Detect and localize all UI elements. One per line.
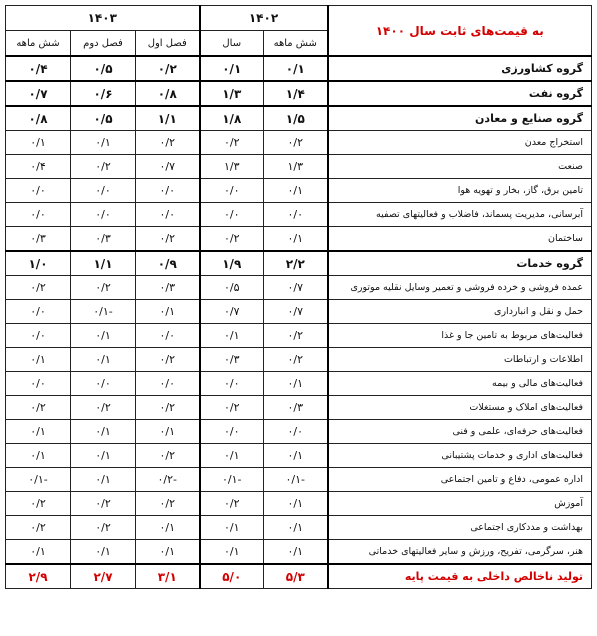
value-cell: ۰/۲ xyxy=(136,396,200,420)
col-1402-six-month: شش ماهه xyxy=(264,31,328,57)
value-cell: ۰/۲ xyxy=(200,396,264,420)
value-cell: ۰/۰ xyxy=(136,324,200,348)
table-row xyxy=(6,492,592,516)
table-row xyxy=(6,203,592,227)
value-cell: ۱/۵ xyxy=(264,106,328,131)
total-row xyxy=(6,564,592,589)
value-cell: ۲/۹ xyxy=(6,564,71,589)
value-cell: ۰/۱ xyxy=(264,540,328,565)
value-cell: ۰/۲ xyxy=(71,516,136,540)
row-label: تولید ناخالص داخلی به قیمت پایه xyxy=(328,564,592,589)
value-cell: ۲/۷ xyxy=(71,564,136,589)
value-cell: ۰/۱ xyxy=(200,56,264,81)
value-cell: ۰/۲ xyxy=(200,492,264,516)
value-cell: ۰/۱ xyxy=(200,444,264,468)
value-cell: ۰/۰ xyxy=(6,300,71,324)
value-cell: ۰/۰ xyxy=(264,203,328,227)
value-cell: ۰/۱ xyxy=(71,540,136,565)
value-cell: ۰/۱ xyxy=(71,468,136,492)
value-cell: ۰/۰ xyxy=(200,179,264,203)
table-row xyxy=(6,468,592,492)
value-cell: ۰/۱ xyxy=(71,348,136,372)
value-cell: ۰/۱ xyxy=(71,444,136,468)
table-row xyxy=(6,251,592,276)
row-label: فعالیت‌های اداری و خدمات پشتیبانی xyxy=(328,444,592,468)
header-row-years xyxy=(6,6,592,31)
value-cell: ۰/۱ xyxy=(136,540,200,565)
col-1403-six-month: شش ماهه xyxy=(6,31,71,57)
value-cell: ۰/۰ xyxy=(71,372,136,396)
value-cell: ۰/۱ xyxy=(136,516,200,540)
table-row xyxy=(6,540,592,565)
table-row xyxy=(6,276,592,300)
value-cell: ۱/۳ xyxy=(200,155,264,179)
row-label: عمده فروشی و خرده فروشی و تعمیر وسایل نقلیه موتوری xyxy=(328,276,592,300)
value-cell: ۱/۰ xyxy=(6,251,71,276)
table-row xyxy=(6,516,592,540)
value-cell: ۰/۲ xyxy=(6,516,71,540)
value-cell: ۰/۱ xyxy=(6,444,71,468)
value-cell: ۰/۷ xyxy=(6,81,71,106)
row-label: گروه خدمات xyxy=(328,251,592,276)
value-cell: ۰/۰ xyxy=(136,203,200,227)
value-cell: ۰/۰ xyxy=(71,179,136,203)
value-cell: ۰/۲ xyxy=(264,348,328,372)
value-cell: ۰/۱ xyxy=(71,324,136,348)
col-1403-q1: فصل اول xyxy=(136,31,200,57)
value-cell: ۰/۳ xyxy=(200,348,264,372)
table-row xyxy=(6,131,592,155)
row-label: آموزش xyxy=(328,492,592,516)
table-row xyxy=(6,348,592,372)
value-cell: ۰/۰ xyxy=(264,420,328,444)
col-1402-year: سال xyxy=(200,31,264,57)
value-cell: ۰/۸ xyxy=(6,106,71,131)
row-label: استخراج معدن xyxy=(328,131,592,155)
row-label: ساختمان xyxy=(328,227,592,252)
value-cell: ۳/۱ xyxy=(136,564,200,589)
value-cell: ۰/۴ xyxy=(6,155,71,179)
value-cell: ۱/۱ xyxy=(71,251,136,276)
row-label: فعالیت‌های مربوط به تامین جا و غذا xyxy=(328,324,592,348)
value-cell: ۱/۳ xyxy=(264,155,328,179)
year-1403-header: ۱۴۰۳ xyxy=(6,6,200,31)
value-cell: ۰/۶ xyxy=(71,81,136,106)
row-label: صنعت xyxy=(328,155,592,179)
value-cell: ۰/۳ xyxy=(6,227,71,252)
row-label: بهداشت و مددکاری اجتماعی xyxy=(328,516,592,540)
value-cell: ۰/۰ xyxy=(71,203,136,227)
row-label: گروه کشاورزی xyxy=(328,56,592,81)
value-cell: ۰/۷ xyxy=(264,276,328,300)
value-cell: ۰/۰ xyxy=(136,179,200,203)
value-cell: ۰/۵ xyxy=(200,276,264,300)
value-cell: ۰/۱ xyxy=(264,179,328,203)
value-cell: ۰/۱ xyxy=(264,56,328,81)
gdp-growth-table xyxy=(5,5,592,589)
row-label: هنر، سرگرمی، تفریح، ورزش و سایر فعالیتهای خدماتی xyxy=(328,540,592,565)
value-cell: -۰/۱ xyxy=(6,468,71,492)
value-cell: ۱/۴ xyxy=(264,81,328,106)
value-cell: ۰/۱ xyxy=(71,420,136,444)
value-cell: ۰/۱ xyxy=(264,492,328,516)
value-cell: ۵/۳ xyxy=(264,564,328,589)
value-cell: ۱/۸ xyxy=(200,106,264,131)
value-cell: ۱/۱ xyxy=(136,106,200,131)
value-cell: ۰/۲ xyxy=(71,276,136,300)
value-cell: ۰/۲ xyxy=(136,56,200,81)
value-cell: -۰/۲ xyxy=(136,468,200,492)
table-row xyxy=(6,372,592,396)
table-row xyxy=(6,227,592,252)
year-1402-header: ۱۴۰۲ xyxy=(200,6,328,31)
table-row xyxy=(6,56,592,81)
value-cell: ۲/۲ xyxy=(264,251,328,276)
value-cell: ۰/۰ xyxy=(6,372,71,396)
value-cell: ۰/۵ xyxy=(71,56,136,81)
value-cell: ۰/۳ xyxy=(136,276,200,300)
col-1403-q2: فصل دوم xyxy=(71,31,136,57)
value-cell: ۰/۷ xyxy=(136,155,200,179)
row-label: اطلاعات و ارتباطات xyxy=(328,348,592,372)
value-cell: ۰/۲ xyxy=(71,492,136,516)
value-cell: ۰/۱ xyxy=(264,516,328,540)
value-cell: ۰/۲ xyxy=(71,155,136,179)
value-cell: ۰/۲ xyxy=(136,131,200,155)
value-cell: ۰/۱ xyxy=(264,227,328,252)
value-cell: ۰/۱ xyxy=(200,540,264,565)
value-cell: ۰/۰ xyxy=(200,203,264,227)
row-label: اداره عمومی، دفاع و تامین اجتماعی xyxy=(328,468,592,492)
value-cell: ۵/۰ xyxy=(200,564,264,589)
value-cell: ۰/۱ xyxy=(6,420,71,444)
table-row xyxy=(6,155,592,179)
value-cell: ۰/۳ xyxy=(264,396,328,420)
table-row xyxy=(6,81,592,106)
row-label: فعالیت‌های حرفه‌ای، علمی و فنی xyxy=(328,420,592,444)
value-cell: ۱/۹ xyxy=(200,251,264,276)
value-cell: ۰/۸ xyxy=(136,81,200,106)
value-cell: ۰/۲ xyxy=(200,227,264,252)
value-cell: ۰/۱ xyxy=(6,348,71,372)
row-label: حمل و نقل و انبارداری xyxy=(328,300,592,324)
value-cell: -۰/۱ xyxy=(264,468,328,492)
value-cell: ۰/۲ xyxy=(264,324,328,348)
value-cell: ۰/۱ xyxy=(200,516,264,540)
row-label: آبرسانی، مدیریت پسماند، فاضلاب و فعالیتهای تصفیه xyxy=(328,203,592,227)
value-cell: ۰/۲ xyxy=(136,492,200,516)
table-row xyxy=(6,324,592,348)
row-label: تامین برق، گاز، بخار و تهویه هوا xyxy=(328,179,592,203)
value-cell: ۰/۱ xyxy=(136,420,200,444)
value-cell: ۰/۲ xyxy=(136,444,200,468)
table-row xyxy=(6,396,592,420)
value-cell: ۰/۱ xyxy=(264,372,328,396)
value-cell: -۰/۱ xyxy=(200,468,264,492)
row-label: گروه نفت xyxy=(328,81,592,106)
row-label: فعالیت‌های املاک و مستغلات xyxy=(328,396,592,420)
value-cell: ۰/۲ xyxy=(71,396,136,420)
value-cell: ۰/۷ xyxy=(200,300,264,324)
value-cell: ۰/۹ xyxy=(136,251,200,276)
value-cell: ۰/۱ xyxy=(6,131,71,155)
table-row xyxy=(6,420,592,444)
value-cell: ۰/۰ xyxy=(6,179,71,203)
value-cell: ۰/۲ xyxy=(136,348,200,372)
table-row xyxy=(6,179,592,203)
table-row xyxy=(6,444,592,468)
value-cell: ۰/۰ xyxy=(200,372,264,396)
value-cell: ۰/۰ xyxy=(6,324,71,348)
table-row xyxy=(6,106,592,131)
value-cell: ۰/۰ xyxy=(136,372,200,396)
value-cell: ۰/۱ xyxy=(264,444,328,468)
value-cell: ۰/۲ xyxy=(264,131,328,155)
table-title: به قیمت‌های ثابت سال ۱۴۰۰ xyxy=(328,6,592,57)
row-label: گروه صنایع و معادن xyxy=(328,106,592,131)
value-cell: ۰/۰ xyxy=(6,203,71,227)
value-cell: ۰/۲ xyxy=(136,227,200,252)
value-cell: ۰/۲ xyxy=(6,276,71,300)
value-cell: ۰/۱ xyxy=(71,131,136,155)
value-cell: ۰/۲ xyxy=(200,131,264,155)
value-cell: ۰/۲ xyxy=(6,396,71,420)
row-label: فعالیت‌های مالی و بیمه xyxy=(328,372,592,396)
value-cell: ۱/۳ xyxy=(200,81,264,106)
value-cell: ۰/۱ xyxy=(6,540,71,565)
value-cell: ۰/۴ xyxy=(6,56,71,81)
value-cell: ۰/۱ xyxy=(200,324,264,348)
value-cell: ۰/۲ xyxy=(6,492,71,516)
value-cell: ۰/۰ xyxy=(200,420,264,444)
value-cell: -۰/۱ xyxy=(71,300,136,324)
value-cell: ۰/۷ xyxy=(264,300,328,324)
value-cell: ۰/۵ xyxy=(71,106,136,131)
value-cell: ۰/۳ xyxy=(71,227,136,252)
value-cell: ۰/۱ xyxy=(136,300,200,324)
table-row xyxy=(6,300,592,324)
